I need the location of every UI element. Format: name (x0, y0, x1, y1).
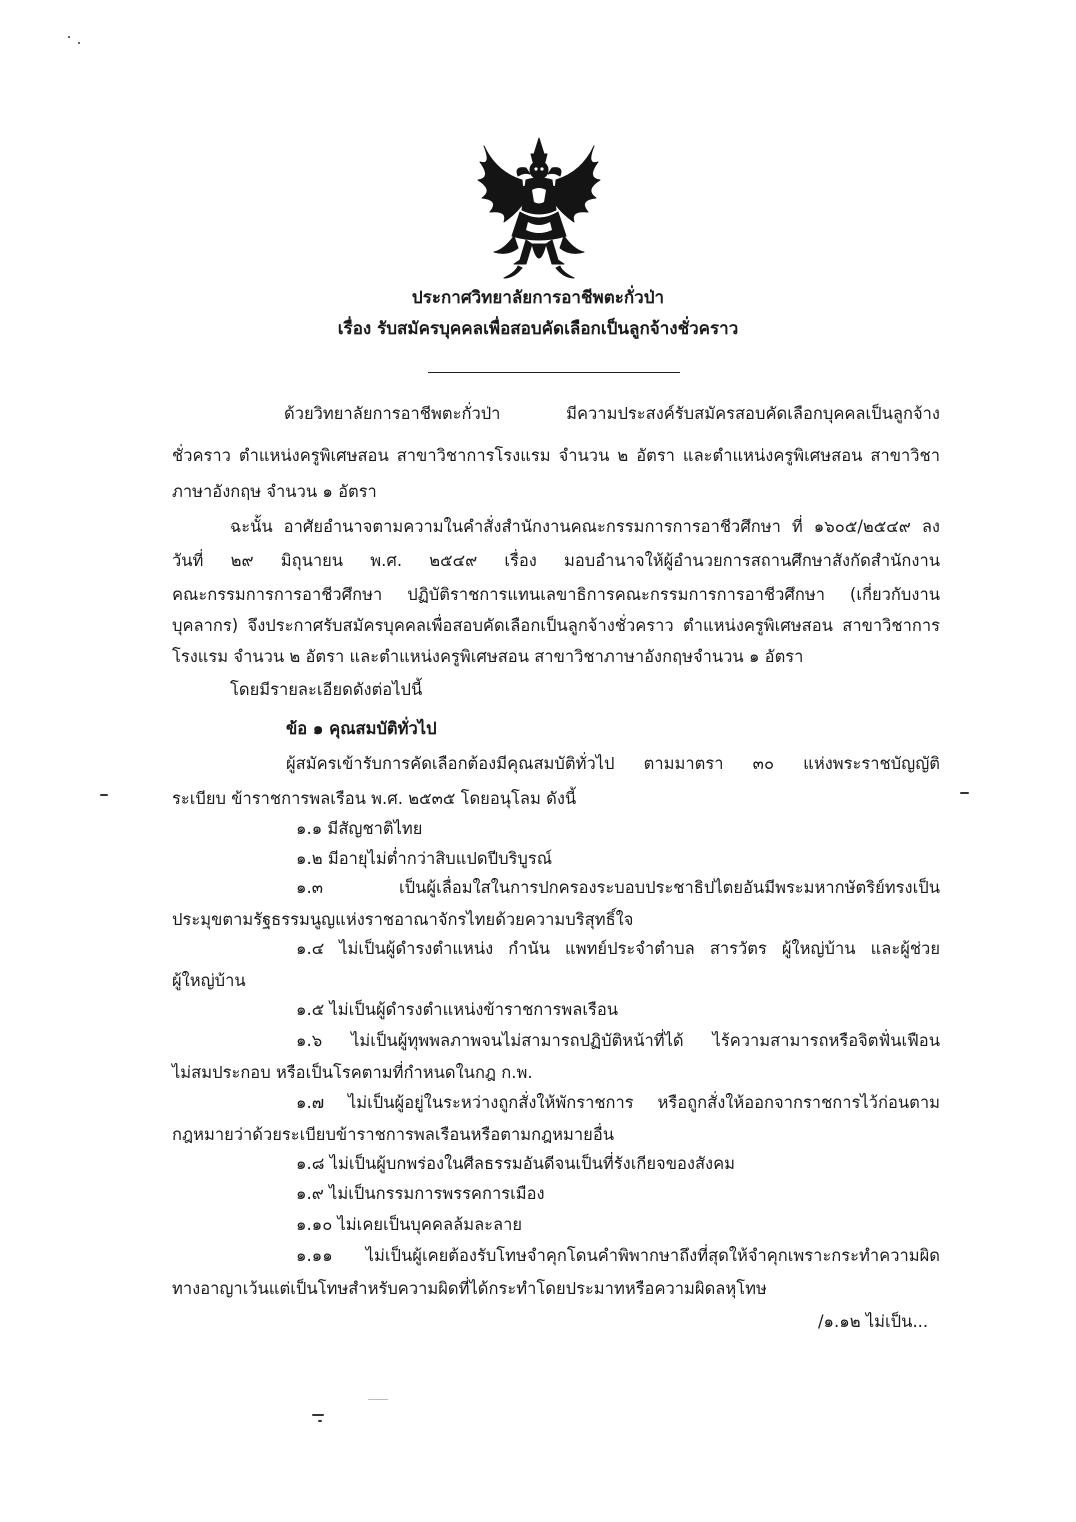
item-1-6-continued: ไม่สมประกอบ หรือเป็นโรคตามที่กำหนดในกฎ ก.พ. (172, 1063, 533, 1082)
paragraph-2-line-3: คณะกรรมการการอาชีวศึกษา ปฏิบัติราชการแทนเลขาธิการคณะกรรมการการอาชีวศึกษา (เกี่ยวกับงาน (172, 585, 940, 604)
item-1-5: ๑.๕ ไม่เป็นผู้ดำรงตำแหน่งข้าราชการพลเรือน (296, 1000, 619, 1019)
item-1-11: ๑.๑๑ ไม่เป็นผู้เคยต้องรับโทษจำคุกโดนคำพิพากษาถึงที่สุดให้จำคุกเพราะกระทำความผิด (296, 1246, 940, 1265)
paragraph-1-line-2: ชั่วคราว ตำแหน่งครูพิเศษสอน สาขาวิชาการโรงแรม จำนวน ๒ อัตรา และตำแหน่งครูพิเศษสอน สาขาวิชา (172, 446, 940, 465)
item-1-3-continued: ประมุขตามรัฐธรรมนูญแห่งราชอาณาจักรไทยด้วยความบริสุทธิ์ใจ (172, 910, 634, 929)
section-1-intro-line-1: ผู้สมัครเข้ารับการคัดเลือกต้องมีคุณสมบัติทั่วไป ตามมาตรา ๓๐ แห่งพระราชบัญญัติ (286, 754, 940, 773)
item-1-11-continued: ทางอาญาเว้นแต่เป็นโทษสำหรับความผิดที่ได้กระทำโดยประมาทหรือความผิดลหุโทษ (172, 1279, 767, 1298)
item-1-4-continued: ผู้ใหญ่บ้าน (172, 971, 246, 990)
garuda-emblem-icon (474, 132, 604, 282)
scan-speck (78, 42, 80, 44)
section-1-title: ข้อ ๑ คุณสมบัติทั่วไป (286, 719, 437, 738)
announcement-subject: เรื่อง รับสมัครบุคคลเพื่อสอบคัดเลือกเป็นลูกจ้างชั่วคราว (337, 319, 739, 339)
item-1-10: ๑.๑๐ ไม่เคยเป็นบุคคลล้มละลาย (296, 1215, 523, 1234)
scan-speck (318, 1420, 322, 1422)
item-1-2: ๑.๒ มีอายุไม่ต่ำกว่าสิบแปดปีบริบูรณ์ (296, 849, 553, 868)
section-1-intro-line-2: ระเบียบ ข้าราชการพลเรือน พ.ศ. ๒๕๓๕ โดยอนุโลม ดังนี้ (172, 789, 577, 808)
scan-speck (100, 794, 108, 796)
item-1-4: ๑.๔ ไม่เป็นผู้ดำรงตำแหน่ง กำนัน แพทย์ประจำตำบล สารวัตร ผู้ใหญ่บ้าน และผู้ช่วย (296, 939, 940, 958)
item-1-7-continued: กฎหมายว่าด้วยระเบียบข้าราชการพลเรือนหรือตามกฎหมายอื่น (172, 1125, 615, 1144)
scan-speck (368, 1399, 388, 1400)
paragraph-1-line-1: ด้วยวิทยาลัยการอาชีพตะกั่วป่า มีความประสงค์รับสมัครสอบคัดเลือกบุคคลเป็นลูกจ้าง (284, 404, 940, 423)
paragraph-2-line-2: วันที่ ๒๙ มิถุนายน พ.ศ. ๒๕๔๙ เรื่อง มอบอำนาจให้ผู้อำนวยการสถานศึกษาสังกัดสำนักงาน (172, 551, 940, 570)
paragraph-2-line-1: ฉะนั้น อาศัยอำนาจตามความในคำสั่งสำนักงานคณะกรรมการการอาชีวศึกษา ที่ ๑๖๐๕/๒๕๔๙ ลง (230, 517, 940, 536)
page-continuation: /๑.๑๒ ไม่เป็น... (818, 1312, 929, 1331)
scan-speck (312, 1414, 324, 1416)
item-1-7: ๑.๗ ไม่เป็นผู้อยู่ในระหว่างถูกสั่งให้พักราชการ หรือถูกสั่งให้ออกจากราชการไว้ก่อนตาม (296, 1093, 940, 1112)
item-1-8: ๑.๘ ไม่เป็นผู้บกพร่องในศีลธรรมอันดีจนเป็นที่รังเกียจของสังคม (296, 1154, 735, 1173)
paragraph-2-line-5: โรงแรม จำนวน ๒ อัตรา และตำแหน่งครูพิเศษสอน สาขาวิชาภาษาอังกฤษจำนวน ๑ อัตรา (172, 647, 804, 666)
item-1-9: ๑.๙ ไม่เป็นกรรมการพรรคการเมือง (296, 1184, 545, 1203)
paragraph-2-line-4: บุคลากร) จึงประกาศรับสมัครบุคคลเพื่อสอบคัดเลือกเป็นลูกจ้างชั่วคราว ตำแหน่งครูพิเศษสอน สาขาวิชาการ (172, 616, 940, 635)
announcement-title: ประกาศวิทยาลัยการอาชีพตะกั่วป่า (411, 288, 665, 308)
heading-divider (428, 372, 680, 373)
paragraph-1-line-3: ภาษาอังกฤษ จำนวน ๑ อัตรา (172, 482, 377, 501)
scan-speck (68, 36, 70, 38)
item-1-1: ๑.๑ มีสัญชาติไทย (296, 819, 423, 838)
paragraph-3: โดยมีรายละเอียดดังต่อไปนี้ (230, 680, 423, 699)
scan-speck (960, 792, 969, 794)
item-1-6: ๑.๖ ไม่เป็นผู้ทุพพลภาพจนไม่สามารถปฏิบัติหน้าที่ได้ ไร้ความสามารถหรือจิตฟั่นเฟือน (296, 1031, 940, 1050)
item-1-3: ๑.๓ เป็นผู้เลื่อมใสในการปกครองระบอบประชาธิปไตยอันมีพระมหากษัตริย์ทรงเป็น (296, 878, 940, 897)
